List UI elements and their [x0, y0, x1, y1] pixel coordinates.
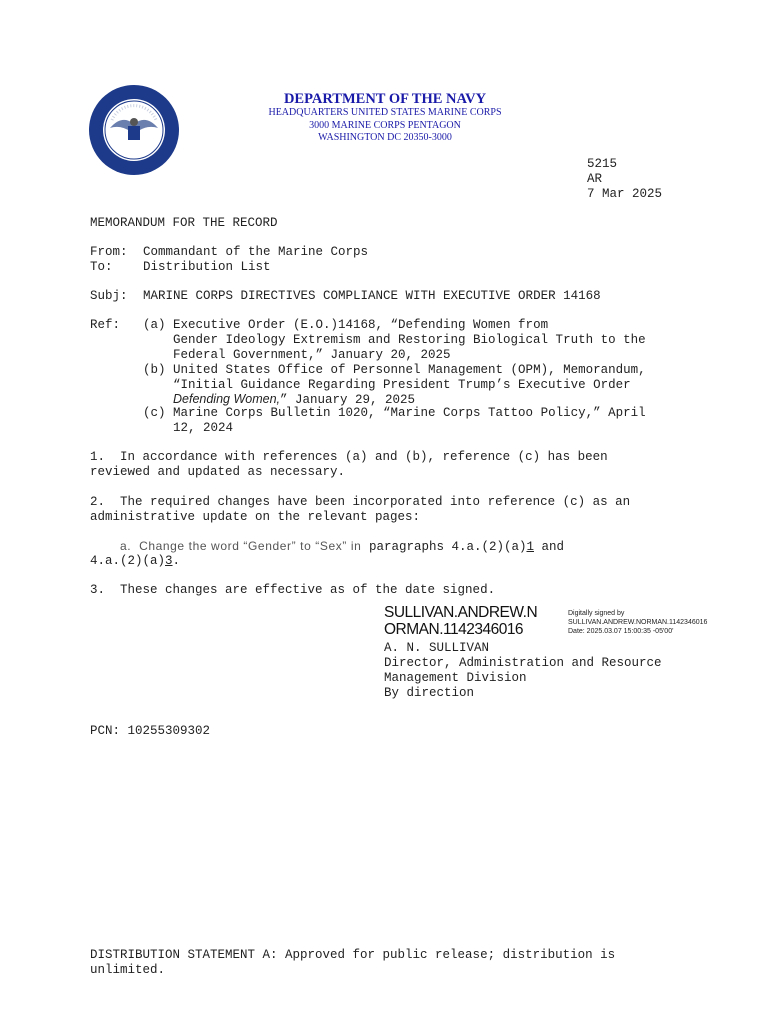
paragraph-2: 2. The required changes have been incorporated into reference (c) as an	[90, 495, 631, 509]
department-title: DEPARTMENT OF THE NAVY	[283, 91, 487, 107]
ref-label: Ref:	[90, 318, 121, 332]
paragraph-2a-end: .	[172, 554, 181, 568]
paragraph-2: administrative update on the relevant pages:	[90, 510, 421, 524]
signer-name: A. N. SULLIVAN	[384, 641, 490, 655]
signer-title: Director, Administration and Resource	[384, 656, 662, 670]
pcn: PCN: 10255309302	[90, 724, 211, 738]
subject-label: Subj:	[90, 289, 128, 303]
digital-signature-info: Date: 2025.03.07 15:00:35 -05'00'	[568, 628, 674, 635]
reference-a: Gender Ideology Extremism and Restoring Biological Truth to the	[173, 333, 646, 347]
digital-signature-name: SULLIVAN.ANDREW.N	[384, 604, 538, 621]
paragraph-number: 1	[526, 540, 534, 554]
letterhead-line: 3000 MARINE CORPS PENTAGON	[309, 120, 461, 131]
memo-title: MEMORANDUM FOR THE RECORD	[90, 216, 278, 230]
reference-c: (c) Marine Corps Bulletin 1020, “Marine Corps Tattoo Policy,” April	[143, 406, 646, 420]
to-value: Distribution List	[143, 260, 271, 274]
memo-date: 7 Mar 2025	[587, 187, 663, 201]
reference-c: 12, 2024	[173, 421, 234, 435]
paragraph-1: reviewed and updated as necessary.	[90, 465, 346, 479]
reference-a: Federal Government,” January 20, 2025	[173, 348, 451, 362]
letterhead-line: HEADQUARTERS UNITED STATES MARINE CORPS	[268, 107, 502, 118]
signer-title: Management Division	[384, 671, 527, 685]
paragraph-2a	[120, 539, 564, 555]
paragraph-2a-and: and	[534, 540, 565, 554]
from-value: Commandant of the Marine Corps	[143, 245, 369, 259]
subject-value: MARINE CORPS DIRECTIVES COMPLIANCE WITH EXECUTIVE ORDER 14168	[143, 289, 601, 303]
digital-signature-name: ORMAN.1142346016	[384, 621, 524, 638]
paragraph-3: 3. These changes are effective as of the date signed.	[90, 583, 496, 597]
paragraph-number: 3	[165, 554, 173, 568]
paragraph-2a-line2: 4.a.(2)(a)	[90, 554, 166, 568]
digital-signature-info: Digitally signed by	[568, 610, 625, 617]
letterhead-line: WASHINGTON DC 20350-3000	[318, 132, 452, 143]
paragraph-2a	[90, 554, 180, 569]
reference-b-date: ” January 29, 2025	[280, 393, 416, 407]
ssic-code: 5215	[587, 157, 618, 171]
to-label: To:	[90, 260, 113, 274]
from-label: From:	[90, 245, 128, 259]
paragraph-1: 1. In accordance with references (a) and (b), reference (c) has been	[90, 450, 608, 464]
dod-seal-logo	[88, 84, 180, 176]
distribution-statement: unlimited.	[90, 963, 166, 977]
reference-a: (a) Executive Order (E.O.)14168, “Defending Women from	[143, 318, 549, 332]
distribution-statement: DISTRIBUTION STATEMENT A: Approved for public release; distribution is	[90, 948, 616, 962]
reference-b-italic: Defending Women,	[173, 392, 281, 406]
office-code: AR	[587, 172, 603, 186]
reference-b: “Initial Guidance Regarding President Trump’s Executive Order	[173, 378, 631, 392]
paragraph-2a-text: a. Change the word “Gender” to “Sex” in	[120, 539, 362, 553]
reference-b: (b) United States Office of Personnel Management (OPM), Memorandum,	[143, 363, 646, 377]
paragraph-2a-rest: paragraphs 4.a.(2)(a)	[361, 540, 527, 554]
digital-signature-info: SULLIVAN.ANDREW.NORMAN.1142346016	[568, 619, 708, 626]
signer-authority: By direction	[384, 686, 475, 700]
